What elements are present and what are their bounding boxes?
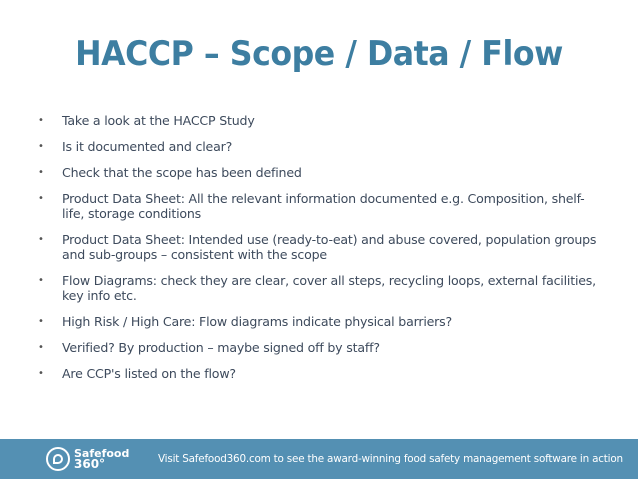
bullet-marker: • (38, 167, 44, 178)
bullet-text: Check that the scope has been defined (62, 165, 302, 180)
bullet-list (38, 113, 598, 392)
footer-link-text[interactable]: Visit Safefood360.com to see the award-winning food safety management software in action (158, 453, 623, 465)
bullet-marker: • (38, 342, 44, 353)
bullet-item (38, 113, 598, 128)
bullet-text: High Risk / High Care: Flow diagrams indicate physical barriers? (62, 314, 452, 329)
logo-number: 360° (74, 457, 106, 471)
bullet-item (38, 314, 598, 329)
logo-text (74, 448, 129, 470)
bullet-text: Take a look at the HACCP Study (62, 113, 255, 128)
bullet-item (38, 191, 598, 221)
bullet-item (38, 340, 598, 355)
bullet-item (38, 273, 598, 303)
bullet-marker: • (38, 275, 44, 286)
bullet-item (38, 232, 598, 262)
bullet-item (38, 366, 598, 381)
bullet-text: Product Data Sheet: Intended use (ready-to-eat) and abuse covered, population groups and sub-groups – consistent with the scope (62, 232, 597, 262)
bullet-marker: • (38, 141, 44, 152)
bullet-marker: • (38, 368, 44, 379)
bullet-item (38, 165, 598, 180)
logo-name: Safefood (74, 447, 130, 460)
bullet-marker: • (38, 193, 44, 204)
bullet-marker: • (38, 115, 44, 126)
bullet-item (38, 139, 598, 154)
bullet-text: Verified? By production – maybe signed off by staff? (62, 340, 380, 355)
bullet-marker: • (38, 234, 44, 245)
bullet-text: Product Data Sheet: All the relevant information documented e.g. Composition, shelf-life, storage conditions (62, 191, 585, 221)
bullet-text: Flow Diagrams: check they are clear, cover all steps, recycling loops, external facilities, key info etc. (62, 273, 596, 303)
safefood-logo-icon (46, 447, 70, 471)
bullet-text: Is it documented and clear? (62, 139, 233, 154)
bullet-marker: • (38, 316, 44, 327)
bullet-text: Are CCP's listed on the flow? (62, 366, 236, 381)
slide-title: HACCP – Scope / Data / Flow (75, 34, 563, 74)
safefood-logo[interactable] (46, 446, 129, 472)
footer-bar (0, 439, 638, 479)
